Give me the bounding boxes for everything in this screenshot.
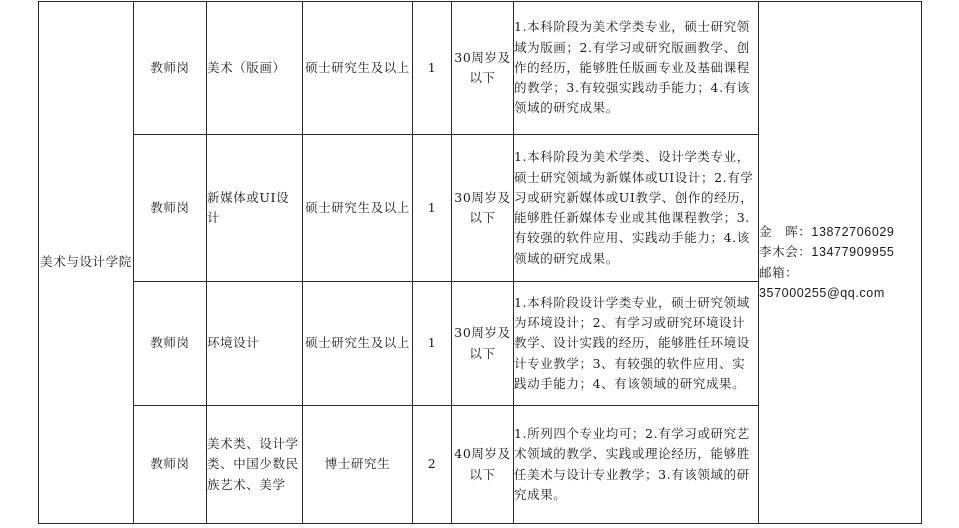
requirements-cell: 1.所列四个专业均可；2.有学习或研究艺术领域的教学、实践或理论经历，能够胜任美术与设计专业教学；3.有该领域的研究成果。	[514, 406, 759, 524]
recruitment-table	[38, 1, 922, 524]
requirements-cell: 1.本科阶段为美术学类、设计学类专业，硕士研究领域为新媒体或UI设计；2.有学习或研究新媒体或UI教学、创作的经历，能够胜任新媒体专业或其他课程教学；3.有较强的软件应用、实践动手能力；4.该领域的研究成果。	[514, 135, 759, 282]
age-cell: 40周岁及以下	[452, 406, 514, 524]
major-cell: 环境设计	[207, 282, 303, 406]
count-cell: 2	[413, 406, 452, 524]
education-cell: 硕士研究生及以上	[303, 135, 413, 282]
contact-phone-2: 李木会：13477909955	[759, 245, 895, 260]
count-cell: 1	[413, 135, 452, 282]
post-cell: 教师岗	[134, 135, 207, 282]
education-cell: 博士研究生	[303, 406, 413, 524]
count-cell: 1	[413, 2, 452, 135]
major-cell: 美术（版画）	[207, 2, 303, 135]
post-cell: 教师岗	[134, 406, 207, 524]
contact-email: 357000255@qq.com	[759, 285, 885, 300]
age-cell: 30周岁及以下	[452, 282, 514, 406]
age-cell: 30周岁及以下	[452, 2, 514, 135]
major-cell: 美术类、设计学类、中国少数民族艺术、美学	[207, 406, 303, 524]
requirements-cell: 1.本科阶段设计学类专业，硕士研究领域为环境设计；2、有学习或研究环境设计教学、设计实践的经历，能够胜任环境设计专业教学；3、有较强的软件应用、实践动手能力；4、有该领域的研究成果。	[514, 282, 759, 406]
college-cell: 美术与设计学院	[39, 2, 134, 524]
post-cell: 教师岗	[134, 282, 207, 406]
education-cell: 硕士研究生及以上	[303, 282, 413, 406]
post-cell: 教师岗	[134, 2, 207, 135]
age-cell: 30周岁及以下	[452, 135, 514, 282]
major-cell: 新媒体或UI设计	[207, 135, 303, 282]
contact-phone-1: 金 晖：13872706029	[759, 225, 895, 239]
contact-cell	[759, 2, 922, 524]
education-cell: 硕士研究生及以上	[303, 2, 413, 135]
contact-email-label: 邮箱：	[759, 265, 799, 280]
table-row	[39, 2, 922, 135]
requirements-cell: 1.本科阶段为美术学类专业，硕士研究领域为版画；2.有学习或研究版画教学、创作的经历，能够胜任版画专业及基础课程的教学；3.有较强实践动手能力；4.有该领域的研究成果。	[514, 2, 759, 135]
count-cell: 1	[413, 282, 452, 406]
